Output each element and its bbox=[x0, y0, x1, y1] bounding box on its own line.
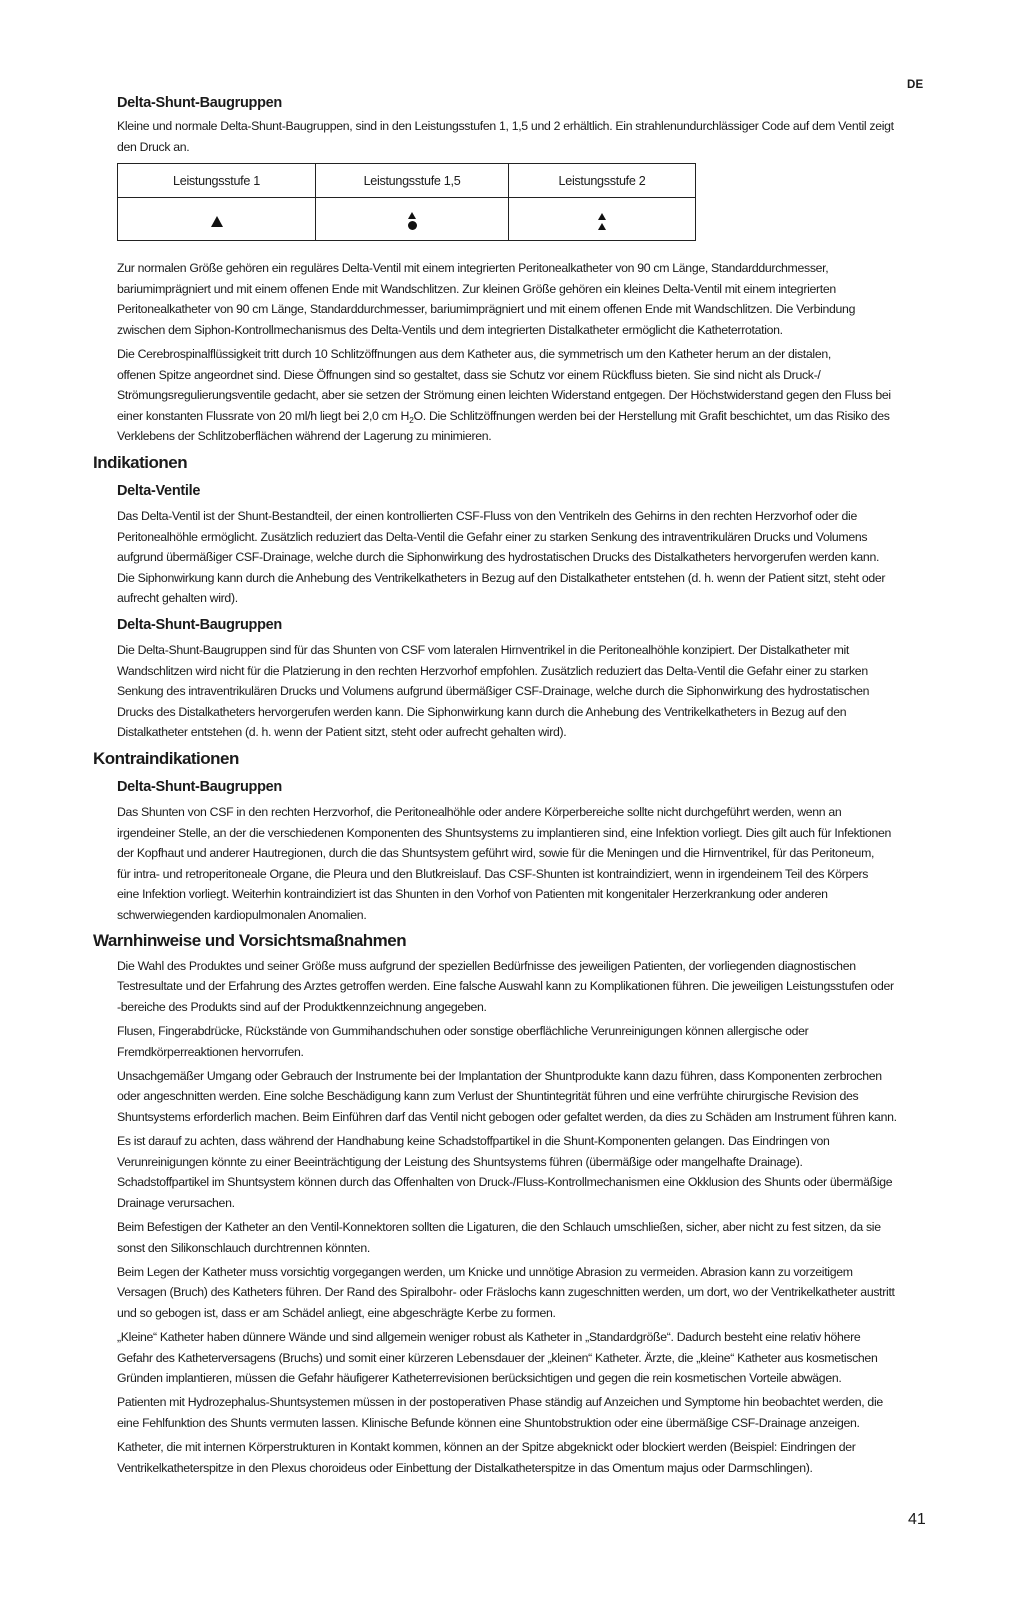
paragraph-line: Gefahr des Katheterversagens (Bruchs) und somit einer kürzeren Lebensdauer der „kleinen“ Katheter. Ärzte, die „kleine“ Katheter aus kosmetischen bbox=[117, 1350, 878, 1365]
paragraph-line: Katheter, die mit internen Körperstrukturen in Kontakt kommen, können an der Spitze abgeknickt oder blockiert werden (Beispiel: Eindringen der bbox=[117, 1439, 856, 1454]
section-title: Indikationen bbox=[93, 453, 188, 473]
paragraph bbox=[117, 1131, 922, 1213]
paragraph-line: bariumimprägniert und mit einem offenen Ende mit Wandschlitzen. Zur kleinen Größe gehören ein kleines Delta-Ventil mit einem integrierten bbox=[117, 281, 836, 296]
paragraph-line: aufgrund übermäßiger CSF-Drainage, welche durch die Siphonwirkung des hydrostatischen Drucks des Distalkatheters hervorgerufen werden kann. bbox=[117, 550, 880, 565]
page-content bbox=[0, 92, 1036, 1478]
section-title: Kontraindikationen bbox=[93, 749, 239, 769]
paragraph-line: Kleine und normale Delta-Shunt-Baugruppen, sind in den Leistungsstufen 1, 1,5 und 2 erhältlich. Ein strahlenundurchlässiger Code auf dem Ventil zeigt bbox=[117, 119, 894, 133]
paragraph-line: -bereiche des Produkts sind auf der Produktkennzeichnung angegeben. bbox=[117, 1000, 487, 1015]
paragraph-line: offenen Spitze angeordnet sind. Diese Öffnungen sind so gestaltet, dass sie Schutz vor einem Rückfluss bieten. Sie sind nicht als Druck-/ bbox=[117, 367, 821, 382]
paragraph-line: Verklebens der Schlitzoberflächen während der Lagerung zu minimieren. bbox=[117, 429, 492, 444]
paragraph bbox=[117, 956, 922, 1018]
paragraph-line: Das Delta-Ventil ist der Shunt-Bestandteil, der einen kontrollierten CSF-Fluss von den Ventrikeln des Gehirns in den rechten Herzvorhof oder die bbox=[117, 509, 857, 524]
line-text: einer konstanten Flussrate von 20 ml/h liegt bei 2,0 cm H bbox=[117, 408, 410, 423]
paragraph-line: Die Cerebrospinalflüssigkeit tritt durch 10 Schlitzöffnungen aus dem Katheter aus, die symmetrisch um den Katheter herum an der distalen, bbox=[117, 347, 831, 362]
paragraph-line: Beim Legen der Katheter muss vorsichtig vorgegangen werden, um Knicke und unnötige Abrasion zu vermeiden. Abrasion kann zu vorzeitigem bbox=[117, 1264, 853, 1279]
paragraph bbox=[117, 1327, 922, 1389]
paragraph-line: Unsachgemäßer Umgang oder Gebrauch der Instrumente bei der Implantation der Shuntprodukte kann dazu führen, dass Komponenten zerbrochen bbox=[117, 1068, 882, 1083]
paragraph-line: Gründen implantieren, müssen die Gefahr häufigerer Katheterrevisionen berücksichtigen und gegen die rein kosmetischen Vorteile abwägen. bbox=[117, 1371, 842, 1386]
table-code-cell bbox=[316, 198, 509, 241]
subsection-title: Delta-Shunt-Baugruppen bbox=[117, 95, 282, 111]
paragraph bbox=[117, 116, 922, 157]
paragraph-line: eine Fehlfunktion des Shunts vermuten lassen. Klinische Befunde können eine Shuntobstruktion oder eine übermäßige CSF-Drainage anzeigen. bbox=[117, 1415, 860, 1430]
paragraph-line: Verunreinigungen könnte zu einer Beeinträchtigung der Leistung des Shuntsystems führen (übermäßige oder mangelhafte Drainage). bbox=[117, 1154, 803, 1169]
paragraph bbox=[117, 258, 922, 340]
small-triangle-icon bbox=[408, 212, 416, 219]
paragraph-line bbox=[117, 406, 922, 427]
table-header-cell: Leistungsstufe 1,5 bbox=[316, 164, 509, 198]
paragraph-line: Es ist darauf zu achten, dass während der Handhabung keine Schadstoffpartikel in die Shunt-Komponenten gelangen. Das Eindringen von bbox=[117, 1134, 830, 1149]
paragraph bbox=[117, 640, 922, 743]
paragraph-line: Schadstoffpartikel im Shuntsystem können durch das Offenhalten von Druck-/Fluss-Kontrollmechanismen eine Okklusion des Shunts oder übermäßige bbox=[117, 1175, 893, 1190]
paragraph-line: Testresultate und der Erfahrung des Arztes getroffen werden. Eine falsche Auswahl kann zu Komplikationen führen. Die jeweiligen Leistungsstufen oder bbox=[117, 979, 894, 994]
triangle-icon bbox=[118, 212, 315, 227]
table-code-cell bbox=[118, 198, 316, 241]
paragraph-line: Die Siphonwirkung kann durch die Anhebung des Ventrikelkatheters in Bezug auf den Distalkatheter entstehen (d. h. wenn der Patient sitzt, steht oder bbox=[117, 570, 886, 585]
small-triangle-icon bbox=[598, 223, 606, 230]
table-header-cell: Leistungsstufe 2 bbox=[509, 164, 696, 198]
paragraph bbox=[117, 802, 922, 926]
table-code-cell bbox=[509, 198, 696, 241]
paragraph-line: sonst den Silikonschlauch durchtrennen könnten. bbox=[117, 1240, 370, 1255]
paragraph-line: Flusen, Fingerabdrücke, Rückstände von Gummihandschuhen oder sonstige oberflächliche Verunreinigungen können allergische oder bbox=[117, 1024, 809, 1039]
performance-level-table bbox=[117, 163, 696, 241]
paragraph-line: den Druck an. bbox=[117, 139, 190, 154]
small-triangle-icon bbox=[598, 213, 606, 220]
subscript: 2 bbox=[409, 414, 414, 425]
paragraph-line: der Kopfhaut und anderer Hautregionen, durch die das Shuntsystem geführt wird, sowie für die Meningen und die Hirnventrikel, für das Peritoneum, bbox=[117, 846, 875, 861]
paragraph-line: Zur normalen Größe gehören ein reguläres Delta-Ventil mit einem integrierten Peritonealkatheter von 90 cm Länge, Standarddurchmesser, bbox=[117, 261, 829, 276]
paragraph-line: schwerwiegenden kardiopulmonalen Anomalien. bbox=[117, 907, 367, 922]
section-title: Warnhinweise und Vorsichtsmaßnahmen bbox=[93, 931, 407, 951]
paragraph-line: Beim Befestigen der Katheter an den Ventil-Konnektoren sollten die Ligaturen, die den Schlauch umschließen, sicher, aber nicht zu fest sitzen, da sie bbox=[117, 1219, 881, 1234]
paragraph-line: Die Wahl des Produktes und seiner Größe muss aufgrund der speziellen Bedürfnisse des jeweiligen Patienten, der vorliegenden diagnostischen bbox=[117, 958, 856, 973]
paragraph-line: Drainage verursachen. bbox=[117, 1195, 235, 1210]
triangle-over-dot-icon bbox=[316, 208, 508, 230]
paragraph-line: Wandschlitzen wird nicht für die Platzierung in den rechten Herzvorhof empfohlen. Zusätzlich reduziert das Delta-Ventil die Gefahr einer zu starken bbox=[117, 663, 868, 678]
paragraph-line: Ventrikelkatheterspitze in den Plexus choroideus oder Einbettung der Distalkatheterspitze in das Omentum majus oder Darmschlingen). bbox=[117, 1460, 813, 1475]
paragraph-line: Peritonealkatheter von 90 cm Länge, Standarddurchmesser, bariumimprägniert und mit einem offenen Ende mit Wandschlitzen. Die Verbindung bbox=[117, 302, 856, 317]
paragraph-line: eine Infektion vorliegt. Weiterhin kontraindiziert ist das Shunten in den Vorhof von Patienten mit kongenitaler Herzerkrankung oder anderen bbox=[117, 887, 828, 902]
paragraph-line: zwischen dem Siphon-Kontrollmechanismus des Delta-Ventils und dem integrierten Distalkatheter ermöglicht die Katheterrotation. bbox=[117, 322, 783, 337]
paragraph-line: „Kleine“ Katheter haben dünnere Wände und sind allgemein weniger robust als Katheter in „Standardgröße“. Dadurch besteht eine relativ höhere bbox=[117, 1329, 861, 1344]
page-number: 41 bbox=[908, 1511, 926, 1528]
paragraph-line: Shuntsystems erforderlich machen. Beim Einführen darf das Ventil nicht gebogen oder gefaltet werden, da dies zu Schäden am Instrument führen kann. bbox=[117, 1110, 897, 1125]
paragraph-line: für intra- und retroperitoneale Organe, die Pleura und den Blutkreislauf. Das CSF-Shunten ist kontraindiziert, wenn in irgendeinem Teil des Körpers bbox=[117, 866, 869, 881]
paragraph bbox=[117, 506, 922, 609]
paragraph bbox=[117, 1066, 922, 1128]
paragraph bbox=[117, 1217, 922, 1258]
paragraph bbox=[117, 1021, 922, 1062]
paragraph-line: Senkung des intraventrikulären Drucks und Volumens aufgrund übermäßiger CSF-Drainage, welche durch die Siphonwirkung des hydrostatischen bbox=[117, 684, 870, 699]
paragraph-line: Drucks des Distalkatheters hervorgerufen werden kann. Die Siphonwirkung kann durch die Anhebung des Ventrikelkatheters in Bezug auf den bbox=[117, 704, 847, 719]
subsection-title: Delta-Shunt-Baugruppen bbox=[117, 617, 282, 634]
table-header-row bbox=[118, 164, 696, 198]
subsection-title: Delta-Ventile bbox=[117, 483, 201, 500]
subsection-title: Delta-Shunt-Baugruppen bbox=[117, 779, 282, 796]
paragraph-line: Das Shunten von CSF in den rechten Herzvorhof, die Peritonealhöhle oder andere Körperbereiche sollte nicht durchgeführt werden, wenn an bbox=[117, 804, 842, 819]
double-triangle-icon bbox=[509, 209, 695, 230]
paragraph bbox=[117, 1262, 922, 1324]
paragraph bbox=[117, 1437, 922, 1478]
paragraph-line: Versagen (Bruch) des Katheters führen. Der Rand des Spiralbohr- oder Fräslochs kann zugeschnitten werden, um dort, wo der Ventrikelkatheter austritt bbox=[117, 1285, 895, 1300]
paragraph bbox=[117, 1392, 922, 1433]
paragraph-line: oder angeschnitten werden. Eine solche Beschädigung kann zum Verlust der Shuntintegrität führen und eine verfrühte chirurgische Revision des bbox=[117, 1089, 859, 1104]
paragraph-line: Strömungsregulierungsventile gedacht, aber sie setzen der Strömung einen leichten Widerstand entgegen. Der Höchstwiderstand gegen den Fluss bei bbox=[117, 388, 891, 403]
triangle-icon bbox=[211, 216, 223, 227]
table-code-row bbox=[118, 198, 696, 241]
paragraph-line: Distalkatheter entstehen (d. h. wenn der Patient sitzt, steht oder aufrecht gehalten wird). bbox=[117, 725, 567, 740]
dot-icon bbox=[408, 221, 417, 230]
paragraph-line: Die Delta-Shunt-Baugruppen sind für das Shunten von CSF vom lateralen Hirnventrikel in die Peritonealhöhle konzipiert. Der Distalkatheter mit bbox=[117, 642, 850, 657]
paragraph-line: und so gebogen ist, dass er am Schädel anliegt, eine abgeschrägte Kerbe zu formen. bbox=[117, 1305, 556, 1320]
paragraph-line: Patienten mit Hydrozephalus-Shuntsystemen müssen in der postoperativen Phase ständig auf Anzeichen und Symptome hin beobachtet werden, die bbox=[117, 1395, 883, 1410]
paragraph-line: aufrecht gehalten wird). bbox=[117, 591, 238, 606]
paragraph-line: Peritonealhöhle ermöglicht. Zusätzlich reduziert das Delta-Ventil die Gefahr einer zu starken Senkung des intraventrikulären Drucks und Volumens bbox=[117, 529, 868, 544]
language-code: DE bbox=[907, 79, 924, 91]
paragraph-line: irgendeiner Stelle, an der die verschiedenen Komponenten des Shuntsystems zu implantieren sind, eine Infektion vorliegt. Dies gilt auch für Infektionen bbox=[117, 825, 892, 840]
table-header-cell: Leistungsstufe 1 bbox=[118, 164, 316, 198]
paragraph-line: Fremdkörperreaktionen hervorrufen. bbox=[117, 1044, 304, 1059]
paragraph bbox=[117, 344, 922, 447]
line-text: O. Die Schlitzöffnungen werden bei der Herstellung mit Grafit beschichtet, um das Risiko des bbox=[413, 408, 890, 423]
